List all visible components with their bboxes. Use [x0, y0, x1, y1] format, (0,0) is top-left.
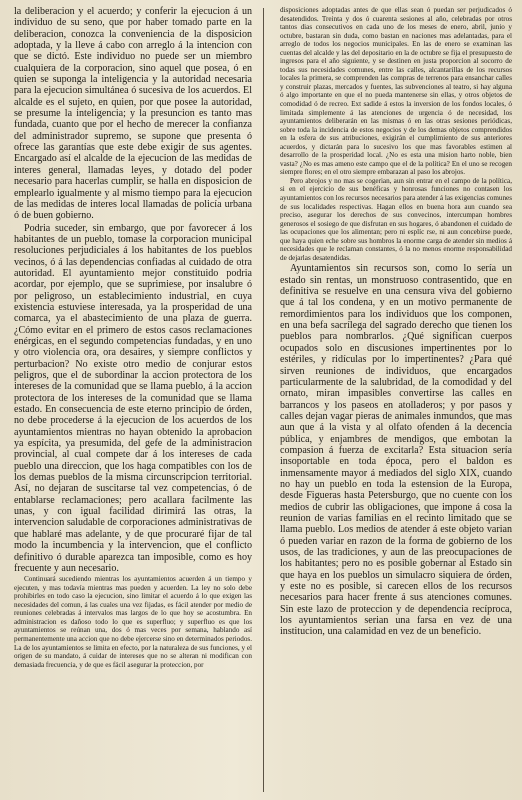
paragraph-recursos: Ayuntamientos sin recursos son, como lo sería un estado sin rentas, un monstruoso contrasentido, que en definitiva se resuelve en una censura viva del gobierno que á tal los condena, y en un motivo permanente de remordimientos para los individuos que los componen, en una befa sacrílega del sagrado derecho que tienen los pueblos para nombrarlos. ¿Qué significan cuerpos ocupados solo en discusiones impertinentes por lo estériles, y ridículas por lo impertinentes? ¿Para qué sirven reuniones de individuos, que encargados particularmente de la salubridad, de la comodidad y del ornato, miran impasibles convertirse las calles en barrancos y los paseos en atolladeros; y por pasos y calles dejan vagar pieras de animales inmundos, que mas aun que á la vista y al olfato ofenden á la decencia pública, y enjambres de mendigos, que embotan la compasion á fuerza de excitarla? Esta situacion sería insoportable en toda época, pero el baldon es inmensamente mayor á mediados del siglo XIX, cuando no hay un pueblo en toda la estension de la Europa, desde Figueras hasta Petersburgo, que no cuente con los medios de cubrir las obligaciones, que impone á cosa la reunion de varias familias en el recinto limitado que se llama pueblo. Los medios de atender á este objeto varian ó pueden variar en razon de la forma de gobierno de los usos, de las tradiciones, y aun de las preocupaciones de los habitantes; pero no es posible gobernar al Estado sin que haya en los pueblos un simulacro siquiera de órden, y este no es posible, si carecen ellos de los recursos necesarios para hacer frente á sus atenciones comunes. Sin este lazo de proteccion y de dependencia recíproca, los ayuntamientos serian una farsa en vez de una institucion, una calamidad en vez de un beneficio. — [280, 263, 512, 638]
left-column — [14, 6, 252, 669]
paragraph-sesiones-footnote: Continuará sucediendo mientras los ayuntamientos acuerden á un tiempo y ejecuten, y mas todavía mientras mas pueden y acuerden. La ley no solo debe prohibirles en todo caso la ejecucion, sino limitar el acuerdo á lo que exigen las necesidades del comun, á las cuales una vez fijadas, es fácil atender por medio de reuniones celebradas á intervalos mas largos de lo que hoy se acostumbra. En administracion es dañoso todo lo que es superfluo; y superfluo es que los ayuntamientos se reúnan una, dos ó mas veces por semana, hablando así permanentemente una accion que no debe ejercerse sino en determinados periodos. La de los ayuntamientos se limita en efecto, por la naturaleza de sus funciones, y el origen de su mandato, á cuidar de intereses que no se alteran ni modifican con demasiada frecuencia, y de que es fácil asegurar la proteccion, por — [14, 575, 252, 669]
paragraph-abrojos: Pero abrojos y no mas se cogerian, aun sin entrar en el campo de la política, si en el ejercicio de sus benéficas y honrosas funciones no contasen los ayuntamientos con los recursos necesarios para atender á las exigencias comunes de sus localidades respectivas. Hagan ellos en buena hora aun cuando sea preciso, asegurar los derechos de sus convecinos, intercumpan hombres generosos el sosiego de que disfrutan en sus hogares, ó abandonen el cuidado de las ocupaciones que los alimentan; pero ni esplíc rse, ni aun concebirse puede, que haya quien eche sobre sus hombros la enorme carga de atender sin medios á necesidades que le reclaman constantes, ó la no menos enorme responsabilidad de dejarlas desatendidas. — [280, 176, 512, 262]
column-divider — [263, 8, 264, 792]
paragraph-competencias: Podria suceder, sin embargo, que por favorecer á los habitantes de un pueblo, tomase la corporacion municipal resoluciones perjudiciales á los habitantes de los pueblos vecinos, ó á las dependencias confiadas al cuidado de otra autoridad. El ayuntamiento mejor constituido podria acordar, por ejemplo, que se suprimiese, por insalubre ó por peligroso, un establecimiento industrial, en cuya existencia estuviese interesada, ya la prosperidad de una comarca, ya el abastecimiento de una plaza de guerra. ¿Cómo evitar en el primero de estos casos reclamaciones enérgicas, en el segundo competencias fundadas, y en uno y otro violencia ora, ora desaires, y siempre conflictos y perturbacion? No existe otro medio de conjurar estos peligros, que el de subordinar la accion protectora de los intereses de la comunidad que se llama pueblo, á la accion protectora de los intereses de la comunidad que se llama estado. En consecuencia de este eterno principio de órden, no debe procederse á la ejecucion de los acuerdos de los ayuntamientos mientras no hayan obtenido la aprobacion ya espícita, ya presumida, del gefe de la administracion provincial, al cual compete dar á los intereses de cada pueblo una direccion, que los haga compatibles con los de los demas pueblos de la misma circunscripcion territorial. Así, no dejaran de suscitarse tal vez competencias, ó de entablarse reclamaciones; pero acallara facilmente las unas, y con igual facilidad dirimirá las otras, la intervencion saludable de corporaciones administrativas de que hablaré mas adelante, y de que procuraré fijar de tal modo la incumbencia y la intervencion, que el conflicto definitivo ó durable aparezca tan imposible, como es hoy frecuente y aun necesario. — [14, 222, 252, 574]
right-column — [280, 6, 512, 638]
paragraph-ejecucion: la deliberacion y el acuerdo; y conferir la ejecucion á un individuo de su seno, que por haber tomado parte en la deliberacion, conozca la conveniencia de la disposicion adoptada, y la lleve á cabo con arreglo á la intencion con que se dictó. Este individuo no puede ser un miembro cualquiera de la corporacion, sino aquel que posea, ó en quien se suponga la inteligencia y la autoridad necesaria para la ejecucion simultánea ó sucesiva de los acuerdos. El alcalde es el sujeto, en quien, por que posee la autoridad, se presume la inteligencia; y la presuncion es tanto mas fundada, cuanto que por el hecho de merecer la confianza del administrador supremo, se supone que presenta ó ofrece las garantías que este debe exigir de sus agentes. Encargado así el alcalde de la ejecucion de las medidas de interes general, llamadas leyes, y dotado del poder necesario para hacerlas cumplir, se halla en disposicion de emplearlo igualmente y al mismo tiempo para la ejecucion de las medidas de interes local llamadas de policía urbana ó de buen gobierno. — [14, 6, 252, 222]
paragraph-disposiciones: disposiciones adoptadas antes de que ellas sean ó puedan ser perjudicados ó desatendidos. Treinta y dos ó cuarenta sesiones al año, celebradas por otros tantos dias consecutivos en cada uno de los meses de enero, abril, junio y octubre, bastaran sin duda, como bastan en naciones mas adelantadas, para el arreglo de todos los negocios municipales. En las de enero se examinan las cuentas del alcalde y las del depositario en la de octubre se fija el presupuesto de ingresos para el año siguiente, y se destinen en justa proporcion al socorro de todas sus necesidades comunes, entre las calles, alcantarillas de los recursos locales la primera, se comprenden las compras de terrenos para ensanchar calles y construir plazas, mercados y fuentes, las subvenciones al teatro, si hay alguna ó algo importante en que el no pueda mantenerse sin ellas, y otros objetos de comodidad ó de recreo. Ext sadide á estos la inversion de los fondos locales, ó limitada simplemente á las atenciones de urgencia ó de necesidad, los ayuntamientos deliberarán en las mismas ó en las otras sesiones periódicas, sobre toda la incidencia de estos negocios y de los demas objetos comprendidos en la esfera de sus atribuciones, exigirán el cumplimiento de sus anteriores acuerdos, y dictarán para lo sucesivo los que mas favorables estimen al desarrollo de la prosperidad local. ¿No es esta una mision harto noble, bien vasta? ¿No es mas ameno este campo que el de la política? En el uno se recogen siempre flores; en el otro siempre embarazan al paso los abrojos. — [280, 6, 512, 177]
